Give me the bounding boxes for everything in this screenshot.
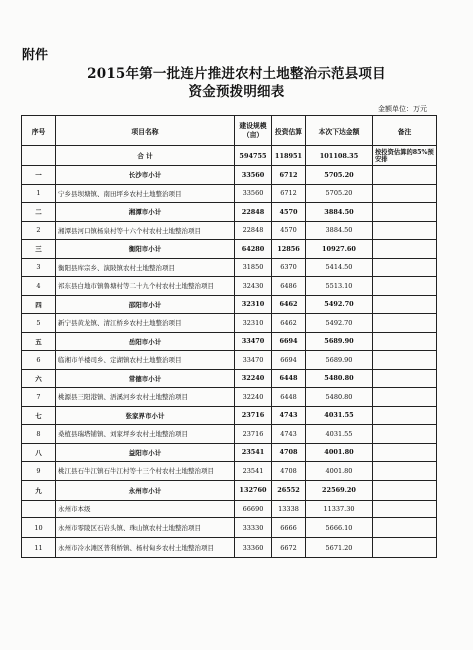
- row-scale: 33330: [235, 518, 272, 538]
- col-header-scale: 建设规模（亩）: [235, 116, 272, 146]
- subtotal-row: [22, 369, 437, 388]
- row-note: [373, 480, 437, 500]
- row-amount: 5705.20: [306, 166, 373, 185]
- row-invest: 4570: [272, 203, 306, 222]
- row-amount: 5492.70: [306, 314, 373, 333]
- row-amount: 4001.80: [306, 443, 373, 462]
- row-note: [373, 240, 437, 259]
- col-header-no: 序号: [22, 116, 56, 146]
- row-project-name: 衡阳县库宗乡、演陂镇农村土地整治项目: [56, 258, 235, 277]
- row-note: [373, 258, 437, 277]
- row-invest: 4708: [272, 462, 306, 481]
- subtotal-row: [22, 332, 437, 351]
- total-scale: 594755: [235, 146, 272, 166]
- row-project-name: 桃源县三阳港镇、浯溪河乡农村土地整治项目: [56, 388, 235, 407]
- table-body: [22, 146, 437, 558]
- row-project-name: 临湘市羊楼司乡、定湖镇农村土地整治项目: [56, 351, 235, 370]
- row-amount: 11337.30: [306, 500, 373, 518]
- row-scale: 32240: [235, 388, 272, 407]
- row-amount: 3884.50: [306, 203, 373, 222]
- row-amount: 5689.90: [306, 351, 373, 370]
- row-invest: 26552: [272, 480, 306, 500]
- row-invest: 4708: [272, 443, 306, 462]
- row-scale: 33470: [235, 332, 272, 351]
- row-note: [373, 166, 437, 185]
- row-project-name: 永州市冷水滩区普利桥镇、杨村甸乡农村土地整治项目: [56, 538, 235, 558]
- row-note: [373, 184, 437, 203]
- total-row: [22, 146, 437, 166]
- row-number: 八: [22, 443, 56, 462]
- subtotal-row: [22, 240, 437, 259]
- attachment-label: 附件: [22, 48, 49, 63]
- row-number: 4: [22, 277, 56, 296]
- row-scale: 31850: [235, 258, 272, 277]
- table-row: [22, 221, 437, 240]
- table-row: [22, 538, 437, 558]
- row-scale: 23541: [235, 443, 272, 462]
- row-number: 七: [22, 406, 56, 425]
- row-amount: 5666.10: [306, 518, 373, 538]
- row-scale: 23716: [235, 425, 272, 444]
- total-amount: 101108.35: [306, 146, 373, 166]
- row-number: 3: [22, 258, 56, 277]
- total-note: 按投资估算的85%预安排: [373, 146, 437, 166]
- row-project-name: 益阳市小计: [56, 443, 235, 462]
- row-amount: 10927.60: [306, 240, 373, 259]
- table-row: [22, 518, 437, 538]
- row-project-name: 永州市小计: [56, 480, 235, 500]
- row-note: [373, 369, 437, 388]
- row-scale: 64280: [235, 240, 272, 259]
- row-scale: 66690: [235, 500, 272, 518]
- row-amount: 3884.50: [306, 221, 373, 240]
- row-project-name: 永州市本级: [56, 500, 235, 518]
- row-invest: 4743: [272, 425, 306, 444]
- document-subtitle: 资金预拨明细表: [188, 84, 285, 100]
- row-scale: 32430: [235, 277, 272, 296]
- row-amount: 22569.20: [306, 480, 373, 500]
- subtotal-row: [22, 406, 437, 425]
- total-label: 合 计: [56, 146, 235, 166]
- row-amount: 5492.70: [306, 295, 373, 314]
- row-note: [373, 221, 437, 240]
- row-note: [373, 332, 437, 351]
- row-amount: 5671.20: [306, 538, 373, 558]
- row-amount: 5705.20: [306, 184, 373, 203]
- row-invest: 13338: [272, 500, 306, 518]
- table-row: [22, 388, 437, 407]
- row-number: 5: [22, 314, 56, 333]
- subtotal-row: [22, 295, 437, 314]
- row-invest: 6672: [272, 538, 306, 558]
- table-row: [22, 425, 437, 444]
- row-invest: 6448: [272, 369, 306, 388]
- document-title: 2015年第一批连片推进农村土地整治示范县项目: [87, 66, 386, 82]
- row-scale: 33560: [235, 166, 272, 185]
- row-note: [373, 351, 437, 370]
- subtotal-row: [22, 443, 437, 462]
- subtotal-row: [22, 480, 437, 500]
- row-amount: 5480.80: [306, 369, 373, 388]
- row-invest: 6462: [272, 295, 306, 314]
- row-scale: 22848: [235, 221, 272, 240]
- row-invest: 12856: [272, 240, 306, 259]
- row-project-name: 祁东县白地市镇鲁塘村等二十九个村农村土地整治项目: [56, 277, 235, 296]
- total-invest: 118951: [272, 146, 306, 166]
- row-project-name: 湘潭县河口镇杨泉村等十六个村农村土地整治项目: [56, 221, 235, 240]
- row-note: [373, 406, 437, 425]
- row-number: 五: [22, 332, 56, 351]
- row-project-name: 长沙市小计: [56, 166, 235, 185]
- table-row: [22, 500, 437, 518]
- row-invest: 6712: [272, 166, 306, 185]
- row-invest: 6666: [272, 518, 306, 538]
- row-scale: 33470: [235, 351, 272, 370]
- row-number: 8: [22, 425, 56, 444]
- col-header-note: 备注: [373, 116, 437, 146]
- row-project-name: 桃江县石牛江镇石牛江村等十三个村农村土地整治项目: [56, 462, 235, 481]
- table-row: [22, 258, 437, 277]
- row-project-name: 新宁县黄龙镇、清江桥乡农村土地整治项目: [56, 314, 235, 333]
- amount-unit: 金额单位：万元: [378, 105, 427, 113]
- row-number: 一: [22, 166, 56, 185]
- row-invest: 6712: [272, 184, 306, 203]
- col-header-invest: 投资估算: [272, 116, 306, 146]
- row-number: 10: [22, 518, 56, 538]
- row-note: [373, 314, 437, 333]
- table-row: [22, 462, 437, 481]
- row-amount: 5414.50: [306, 258, 373, 277]
- row-invest: 6694: [272, 332, 306, 351]
- row-note: [373, 203, 437, 222]
- row-number: 9: [22, 462, 56, 481]
- row-scale: 132760: [235, 480, 272, 500]
- row-number: 11: [22, 538, 56, 558]
- row-number: 1: [22, 184, 56, 203]
- row-project-name: 邵阳市小计: [56, 295, 235, 314]
- row-number: [22, 500, 56, 518]
- col-header-amount: 本次下达金额: [306, 116, 373, 146]
- row-invest: 6694: [272, 351, 306, 370]
- row-number: 三: [22, 240, 56, 259]
- row-number: 2: [22, 221, 56, 240]
- row-invest: 4743: [272, 406, 306, 425]
- funding-table: [21, 115, 437, 558]
- row-invest: 6486: [272, 277, 306, 296]
- row-project-name: 宁乡县坝塘镇、南田坪乡农村土地整治项目: [56, 184, 235, 203]
- row-number: 六: [22, 369, 56, 388]
- row-project-name: 常德市小计: [56, 369, 235, 388]
- row-project-name: 衡阳市小计: [56, 240, 235, 259]
- row-note: [373, 425, 437, 444]
- row-amount: 5513.10: [306, 277, 373, 296]
- row-note: [373, 538, 437, 558]
- row-number: 二: [22, 203, 56, 222]
- row-note: [373, 277, 437, 296]
- row-invest: 6462: [272, 314, 306, 333]
- row-invest: 4570: [272, 221, 306, 240]
- subtotal-row: [22, 166, 437, 185]
- row-note: [373, 462, 437, 481]
- subtotal-row: [22, 203, 437, 222]
- row-amount: 4031.55: [306, 406, 373, 425]
- row-amount: 5480.80: [306, 388, 373, 407]
- row-project-name: 湘潭市小计: [56, 203, 235, 222]
- row-note: [373, 443, 437, 462]
- row-invest: 6370: [272, 258, 306, 277]
- row-project-name: 张家界市小计: [56, 406, 235, 425]
- row-scale: 32240: [235, 369, 272, 388]
- row-scale: 23541: [235, 462, 272, 481]
- row-scale: 33360: [235, 538, 272, 558]
- row-amount: 4001.80: [306, 462, 373, 481]
- row-scale: 32310: [235, 314, 272, 333]
- row-note: [373, 500, 437, 518]
- row-number: 四: [22, 295, 56, 314]
- row-amount: 5689.90: [306, 332, 373, 351]
- row-scale: 22848: [235, 203, 272, 222]
- row-note: [373, 388, 437, 407]
- total-no-cell: [22, 146, 56, 166]
- row-project-name: 永州市零陵区石岩头镇、珠山镇农村土地整治项目: [56, 518, 235, 538]
- row-note: [373, 518, 437, 538]
- table-row: [22, 314, 437, 333]
- row-number: 6: [22, 351, 56, 370]
- row-scale: 23716: [235, 406, 272, 425]
- row-note: [373, 295, 437, 314]
- row-number: 九: [22, 480, 56, 500]
- col-header-name: 项目名称: [56, 116, 235, 146]
- table-row: [22, 351, 437, 370]
- table-row: [22, 184, 437, 203]
- row-number: 7: [22, 388, 56, 407]
- table-row: [22, 277, 437, 296]
- row-amount: 4031.55: [306, 425, 373, 444]
- row-invest: 6448: [272, 388, 306, 407]
- row-project-name: 岳阳市小计: [56, 332, 235, 351]
- row-scale: 33560: [235, 184, 272, 203]
- row-project-name: 桑植县瑞塔铺镇、刘家坪乡农村土地整治项目: [56, 425, 235, 444]
- row-scale: 32310: [235, 295, 272, 314]
